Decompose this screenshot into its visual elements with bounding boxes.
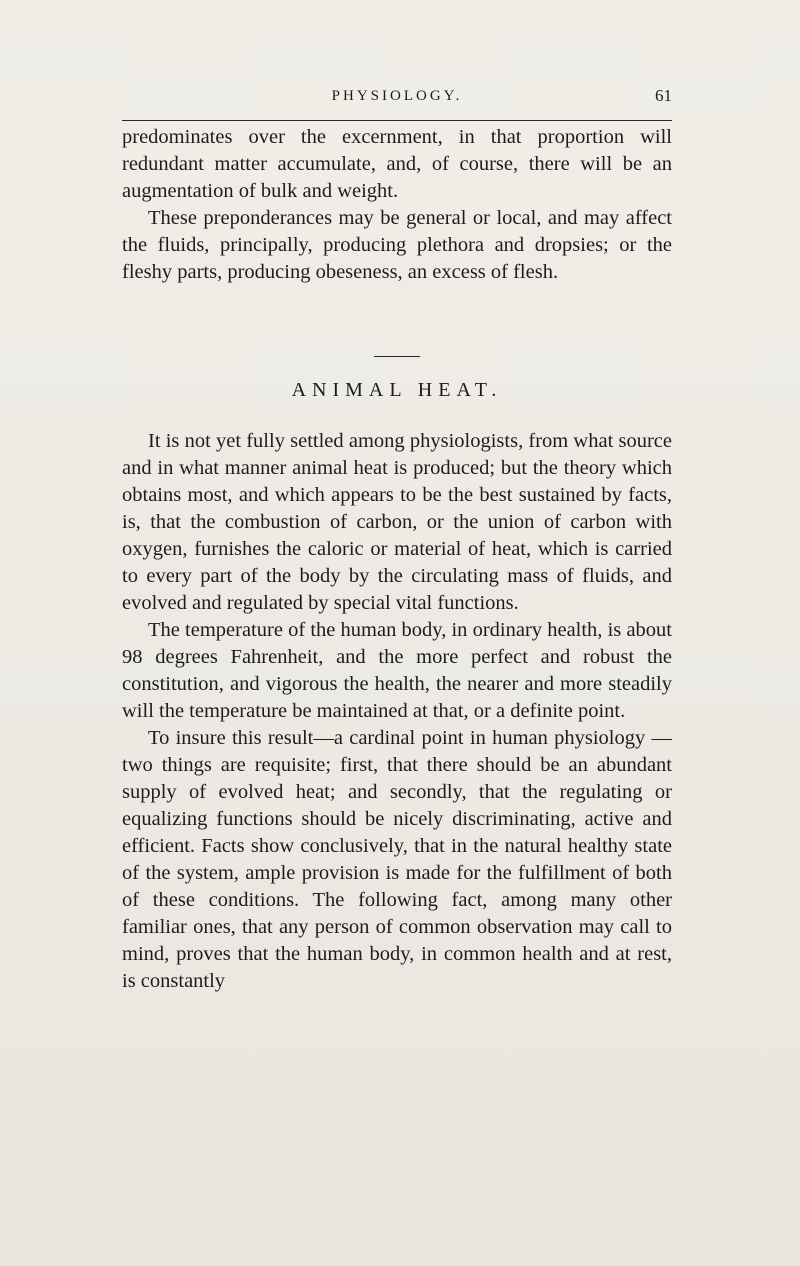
paragraph-insure-result: To insure this result—a cardinal point in human physiology —two things are requisite; first, that there should be an abundant supply of evolved heat; and secondly, that the regulating or equalizing functions should be nicely discriminating, active and efficient. Facts show conclusively, that in the natural healthy state of the system, ample provision is made for the fulfillment of both of these conditions. The following fact, among many other familiar ones, that any person of common observation may call to mind, proves that the human body, in common health and at rest, is constantly	[122, 727, 672, 992]
section-divider	[374, 356, 420, 357]
section-title: ANIMAL HEAT.	[291, 379, 503, 401]
body-text	[122, 124, 672, 995]
page-number: 61	[655, 86, 672, 105]
paragraph-preponderances: These preponderances may be general or local, and may affect the fluids, principally, producing plethora and dropsies; or the fleshy parts, producing obeseness, an excess of flesh.	[122, 207, 672, 283]
page-header	[122, 84, 672, 112]
paragraph-temperature: The temperature of the human body, in ordinary health, is about 98 degrees Fahrenheit, and the more perfect and robust the constitution, and vigorous the health, the nearer and more steadily will the temperature be maintained at that, or a definite point.	[122, 619, 672, 722]
paragraph-continued: predominates over the excernment, in that proportion will redundant matter accumulate, and, of course, there will be an augmentation of bulk and weight.	[122, 126, 672, 202]
running-head: PHYSIOLOGY.	[331, 88, 463, 104]
paragraph-heat-source: It is not yet fully settled among physiologists, from what source and in what manner animal heat is produced; but the theory which obtains most, and which appears to be the best sustained by facts, is, that the combustion of carbon, or the union of carbon with oxygen, furnishes the caloric or material of heat, which is carried to every part of the body by the circulating mass of fluids, and evolved and regulated by special vital functions.	[122, 430, 672, 614]
header-rule	[122, 120, 672, 121]
